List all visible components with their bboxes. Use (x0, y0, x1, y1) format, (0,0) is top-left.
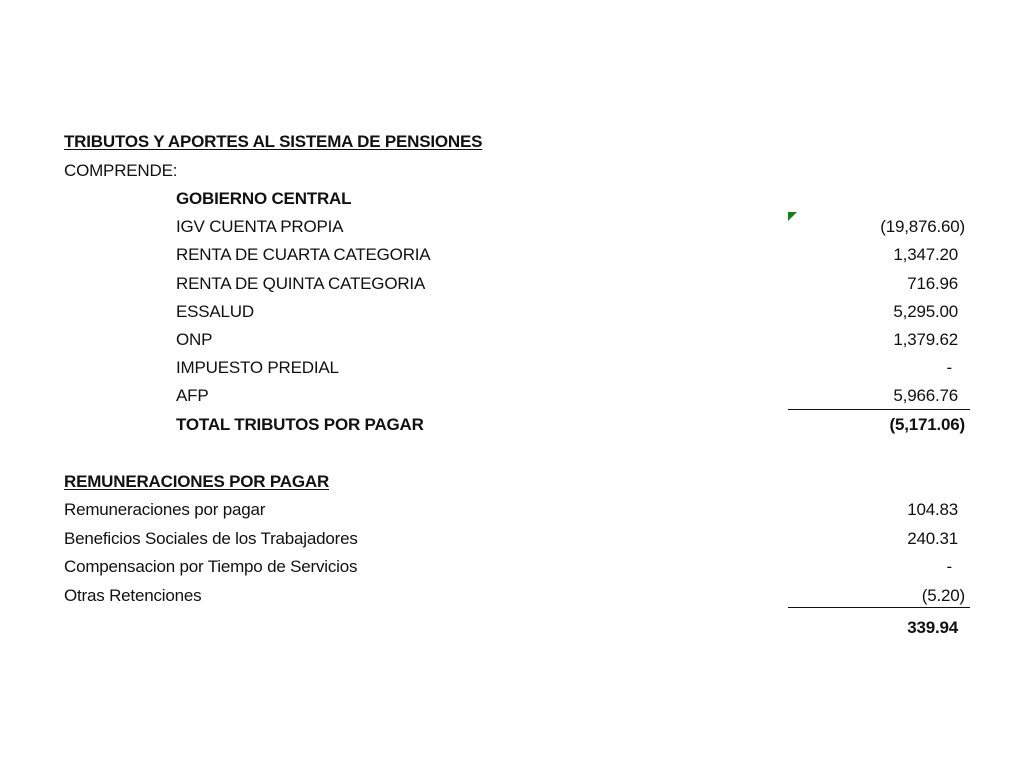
item-label: ESSALUD (176, 302, 254, 321)
tributos-heading: TRIBUTOS Y APORTES AL SISTEMA DE PENSIONES (64, 132, 483, 151)
table-row (0, 354, 1024, 382)
table-row (0, 241, 1024, 269)
item-label: RENTA DE CUARTA CATEGORIA (176, 245, 431, 264)
table-row (0, 270, 1024, 298)
item-value: 240.31 (907, 529, 958, 548)
gobierno-central-row (0, 185, 1024, 213)
item-value: (5.20) (921, 586, 965, 605)
table-row (0, 298, 1024, 326)
remuneraciones-heading-row (0, 468, 1024, 496)
table-row (0, 382, 1024, 410)
total-value: (5,171.06) (889, 415, 965, 434)
item-label: AFP (176, 386, 209, 405)
item-label: RENTA DE QUINTA CATEGORIA (176, 274, 426, 293)
tributos-heading-row (0, 128, 1024, 156)
remuneraciones-heading: REMUNERACIONES POR PAGAR (64, 472, 330, 491)
item-label: Remuneraciones por pagar (64, 500, 266, 519)
total-row (0, 411, 1024, 439)
item-label: Otras Retenciones (64, 586, 202, 605)
item-value: 5,966.76 (893, 386, 958, 405)
table-row (0, 326, 1024, 354)
item-value: (19,876.60) (880, 217, 965, 236)
item-value: - (946, 557, 952, 576)
item-value: - (946, 358, 952, 377)
item-value: 716.96 (907, 274, 958, 293)
item-label: Compensacion por Tiempo de Servicios (64, 557, 358, 576)
subtotal-rule (788, 409, 970, 410)
item-label: IMPUESTO PREDIAL (176, 358, 339, 377)
subtotal-rule (788, 607, 970, 608)
comprende-label: COMPRENDE: (64, 161, 178, 180)
item-value: 104.83 (907, 500, 958, 519)
gobierno-central-heading: GOBIERNO CENTRAL (176, 189, 352, 208)
table-row (0, 582, 1024, 610)
item-label: ONP (176, 330, 213, 349)
item-label: IGV CUENTA PROPIA (176, 217, 344, 236)
item-value: 5,295.00 (893, 302, 958, 321)
total-label: TOTAL TRIBUTOS POR PAGAR (176, 415, 424, 434)
item-value: 1,347.20 (893, 245, 958, 264)
item-value: 1,379.62 (893, 330, 958, 349)
table-row (0, 213, 1024, 241)
total-value: 339.94 (907, 618, 958, 637)
total-row (0, 614, 1024, 642)
table-row (0, 553, 1024, 581)
table-row (0, 496, 1024, 524)
comprende-row (0, 157, 1024, 185)
table-row (0, 525, 1024, 553)
item-label: Beneficios Sociales de los Trabajadores (64, 529, 358, 548)
